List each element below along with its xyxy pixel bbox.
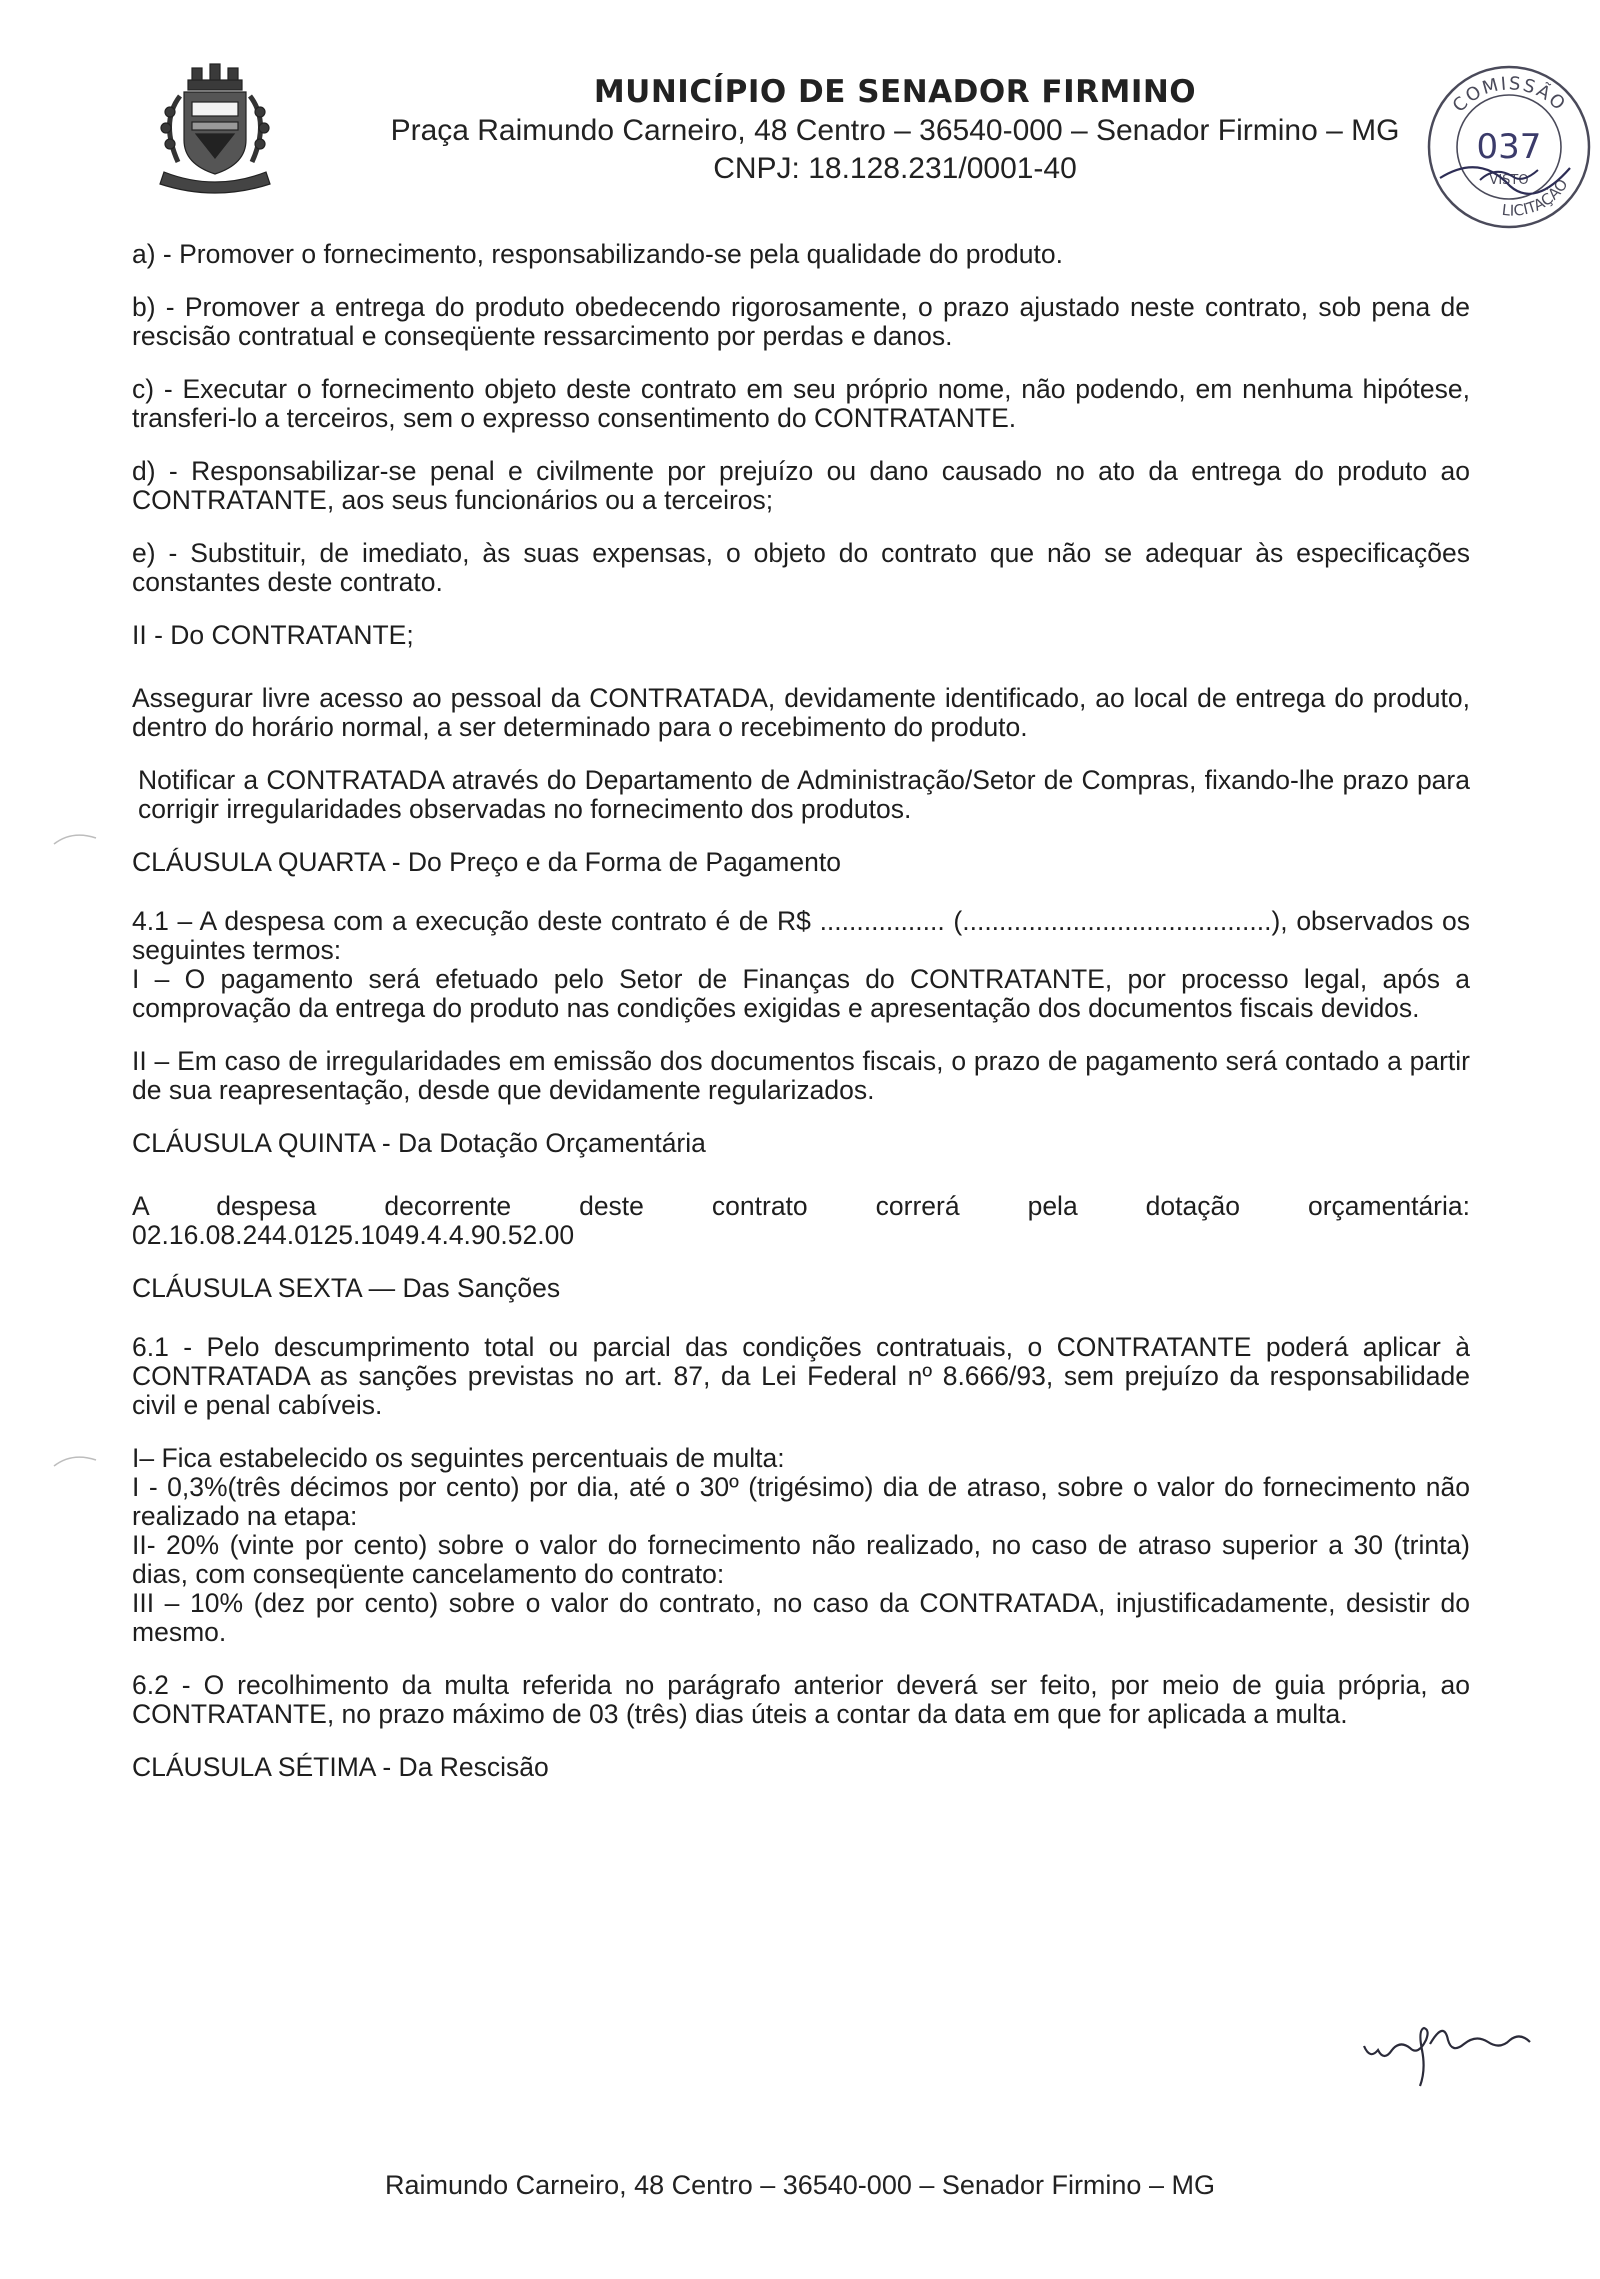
paragraph-4-1: 4.1 – A despesa com a execução deste contrato é de R$ ................. (..........................................), observados os seguintes termos: xyxy=(132,906,1470,965)
section-contratante: II - Do CONTRATANTE; xyxy=(132,620,414,650)
stamp-top-text: COMISSÃO xyxy=(1448,73,1571,117)
letterhead xyxy=(370,72,1420,188)
paragraph-assegurar: Assegurar livre acesso ao pessoal da CONTRATADA, devidamente identificado, ao local de entrega do produto, dentro do horário normal, a ser determinado para o recebimento do produto. xyxy=(132,683,1470,742)
commission-stamp-icon xyxy=(1420,58,1598,236)
multa-item-i: I - 0,3%(três décimos por cento) por dia, até o 30º (trigésimo) dia de atraso, sobre o valor do fornecimento não realizado na etapa: xyxy=(132,1472,1470,1531)
clause-item-a: a) - Promover o fornecimento, responsabilizando-se pela qualidade do produto. xyxy=(132,239,1063,269)
contract-body xyxy=(132,240,1470,1806)
header-address: Praça Raimundo Carneiro, 48 Centro – 36540-000 – Senador Firmino – MG xyxy=(390,114,1400,147)
handwritten-initials-icon xyxy=(1360,2010,1540,2090)
clause-item-c: c) - Executar o fornecimento objeto deste contrato em seu próprio nome, não podendo, em nenhuma hipótese, transferi-lo a terceiros, sem o expresso consentimento do CONTRATANTE. xyxy=(132,374,1470,433)
paragraph-dotacao: A despesa decorrente deste contrato correrá pela dotação orçamentária: xyxy=(132,1191,1470,1221)
paragraph-6-2: 6.2 - O recolhimento da multa referida no parágrafo anterior deverá ser feito, por meio de guia própria, ao CONTRATANTE, no prazo máximo de 03 (três) dias úteis a contar da data em que for aplicada a multa. xyxy=(132,1670,1470,1729)
dotacao-code: 02.16.08.244.0125.1049.4.4.90.52.00 xyxy=(132,1220,575,1250)
heading-clausula-quinta: CLÁUSULA QUINTA - Da Dotação Orçamentária xyxy=(132,1128,706,1158)
margin-mark-icon xyxy=(52,1452,98,1468)
clause-item-d: d) - Responsabilizar-se penal e civilmente por prejuízo ou dano causado no ato da entrega do produto ao CONTRATANTE, aos seus funcionários ou a terceiros; xyxy=(132,456,1470,515)
stamp-visto: VISTO xyxy=(1489,173,1529,188)
heading-clausula-setima: CLÁUSULA SÉTIMA - Da Rescisão xyxy=(132,1752,549,1782)
heading-clausula-sexta: CLÁUSULA SEXTA — Das Sanções xyxy=(132,1273,561,1303)
paragraph-6-1: 6.1 - Pelo descumprimento total ou parcial das condições contratuais, o CONTRATANTE poderá aplicar à CONTRATADA as sanções previstas no art. 87, da Lei Federal nº 8.666/93, sem prejuízo da responsabilidade civil e penal cabíveis. xyxy=(132,1332,1470,1420)
multa-intro: I– Fica estabelecido os seguintes percentuais de multa: xyxy=(132,1443,785,1473)
stamp-bottom-text: LICITAÇÃO xyxy=(1500,175,1572,220)
page-footer: Raimundo Carneiro, 48 Centro – 36540-000 – Senador Firmino – MG xyxy=(385,2170,1215,2200)
municipality-name: MUNICÍPIO DE SENADOR FIRMINO xyxy=(593,74,1197,110)
clause-item-b: b) - Promover a entrega do produto obedecendo rigorosamente, o prazo ajustado neste contrato, sob pena de rescisão contratual e conseqüente ressarcimento por perdas e danos. xyxy=(132,292,1470,351)
paragraph-notificar: Notificar a CONTRATADA através do Departamento de Administração/Setor de Compras, fixando-lhe prazo para corrigir irregularidades observadas no fornecimento dos produtos. xyxy=(138,765,1470,824)
multa-item-iii: III – 10% (dez por cento) sobre o valor do contrato, no caso da CONTRATADA, injustificadamente, desistir do mesmo. xyxy=(132,1588,1470,1647)
header-cnpj: CNPJ: 18.128.231/0001-40 xyxy=(713,152,1077,185)
margin-mark-icon xyxy=(52,830,98,846)
paragraph-4-1-i: I – O pagamento será efetuado pelo Setor de Finanças do CONTRATANTE, por processo legal, após a comprovação da entrega do produto nas condições exigidas e apresentação dos documentos fiscais devidos. xyxy=(132,964,1470,1023)
multa-item-ii: II- 20% (vinte por cento) sobre o valor do fornecimento não realizado, no caso de atraso superior a 30 (trinta) dias, com conseqüente cancelamento do contrato: xyxy=(132,1530,1470,1589)
clause-item-e: e) - Substituir, de imediato, às suas expensas, o objeto do contrato que não se adequar às especificações constantes deste contrato. xyxy=(132,538,1470,597)
paragraph-4-1-ii: II – Em caso de irregularidades em emissão dos documentos fiscais, o prazo de pagamento será contado a partir de sua reapresentação, desde que devidamente regularizados. xyxy=(132,1046,1470,1105)
stamp-number: 037 xyxy=(1476,127,1542,167)
coat-of-arms-icon xyxy=(150,62,280,197)
heading-clausula-quarta: CLÁUSULA QUARTA - Do Preço e da Forma de Pagamento xyxy=(132,847,841,877)
